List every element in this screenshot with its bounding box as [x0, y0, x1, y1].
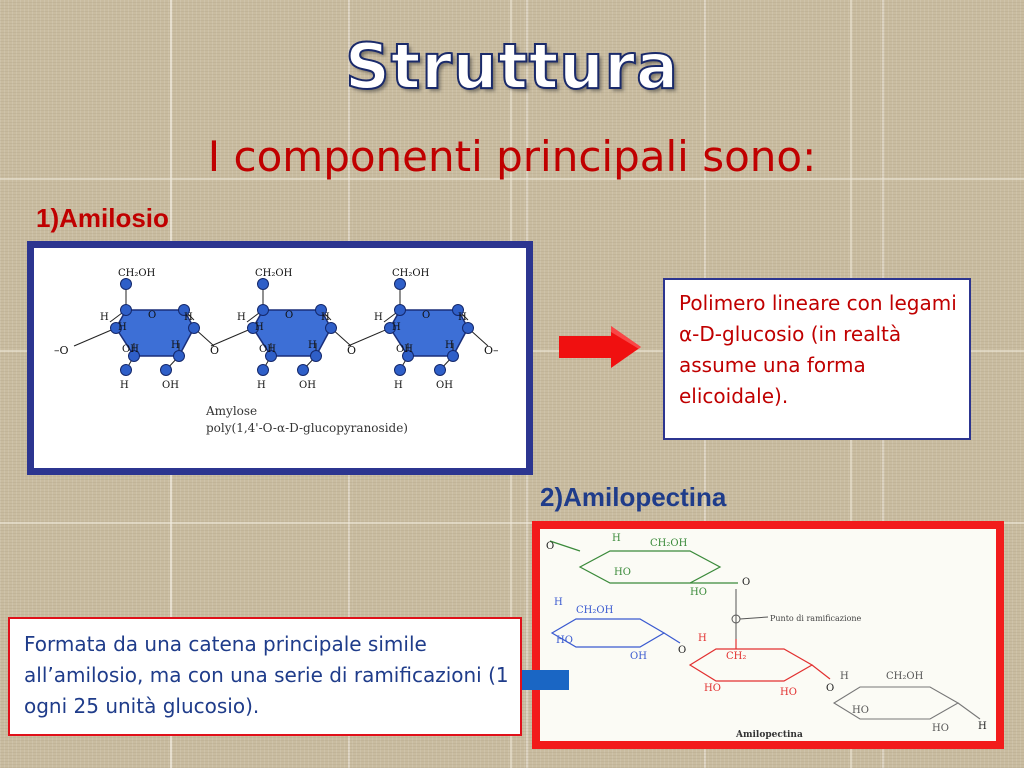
atom-label: O	[742, 577, 751, 588]
atom-label: OH	[122, 344, 139, 355]
atom-label: HO	[932, 723, 949, 734]
atom-node	[435, 365, 446, 376]
amylopectin-diagram	[540, 529, 996, 741]
atom-node	[448, 351, 459, 362]
amilosio-description-box	[663, 278, 971, 440]
atom-node	[298, 365, 309, 376]
atom-label: H	[392, 322, 401, 333]
amylose-caption-line2: poly(1,4'-O-α-D-glucopyranoside)	[206, 421, 408, 435]
atom-node	[311, 351, 322, 362]
atom-node	[258, 365, 269, 376]
atom-node	[121, 279, 132, 290]
amylopectin-structure-figure	[532, 521, 1004, 749]
amylopectin-branch-residue	[690, 639, 830, 681]
glycosidic-oxygen: O	[210, 344, 220, 357]
section-label-amilopectina: 2)Amilopectina	[540, 482, 727, 512]
atom-label: HO	[852, 705, 869, 716]
atom-label: HO	[780, 687, 797, 698]
atom-node	[121, 365, 132, 376]
slide-title: Struttura	[345, 30, 679, 103]
atom-label: HO	[704, 683, 721, 694]
atom-label: H	[978, 721, 987, 732]
atom-label: O	[148, 310, 157, 321]
atom-label: H	[308, 340, 317, 351]
atom-node	[463, 323, 474, 334]
amylose-diagram	[34, 248, 526, 468]
atom-label: H	[100, 312, 109, 323]
glycosidic-oxygen: –O	[54, 344, 69, 357]
atom-label: O	[826, 683, 835, 694]
glucose-unit	[348, 268, 488, 391]
branch-point-label: Punto di ramificazione	[770, 614, 862, 623]
atom-label: HO	[614, 567, 631, 578]
amilosio-description: Polimero lineare con legami α-D-glucosio (in realtà assume una forma elicoidale).	[679, 291, 957, 408]
atom-label: H	[237, 312, 246, 323]
atom-label: CH₂OH	[392, 268, 430, 279]
amilopectina-description: Formata da una catena principale simile all’amilosio, ma con una serie di ramificazioni (1 ogni 25 unità glucosio).	[24, 632, 509, 718]
atom-label: O	[285, 310, 294, 321]
atom-label: H	[257, 380, 266, 391]
glucose-unit	[74, 268, 214, 391]
atom-label: H	[612, 533, 621, 544]
atom-node	[326, 323, 337, 334]
bond	[74, 328, 116, 346]
atom-node	[395, 305, 406, 316]
glycosidic-oxygen: O–	[484, 344, 499, 357]
atom-label: CH₂OH	[650, 538, 688, 549]
atom-label: OH	[299, 380, 316, 391]
atom-label: H	[554, 597, 563, 608]
atom-label: O	[422, 310, 431, 321]
glycosidic-oxygen: O	[347, 344, 357, 357]
atom-label: H	[171, 340, 180, 351]
atom-label: H	[321, 312, 330, 323]
atom-label: H	[840, 671, 849, 682]
atom-label: H	[374, 312, 383, 323]
section-label-amilosio: 1)Amilosio	[36, 203, 169, 233]
atom-label: OH	[396, 344, 413, 355]
atom-label: OH	[630, 651, 647, 662]
atom-label: HO	[556, 635, 573, 646]
atom-label: CH₂OH	[886, 671, 924, 682]
atom-label: OH	[259, 344, 276, 355]
right-arrow-icon	[559, 326, 643, 368]
atom-label: H	[458, 312, 467, 323]
atom-label: H	[184, 312, 193, 323]
atom-node	[258, 305, 269, 316]
atom-label: O	[678, 645, 687, 656]
atom-label: H	[394, 380, 403, 391]
atom-node	[161, 365, 172, 376]
atom-label: H	[120, 380, 129, 391]
atom-label: CH₂	[726, 651, 747, 662]
atom-label: O	[546, 541, 555, 552]
atom-node	[258, 279, 269, 290]
slide-subtitle: I componenti principali sono:	[207, 132, 817, 181]
atom-node	[395, 365, 406, 376]
atom-node	[121, 305, 132, 316]
atom-label: H	[445, 340, 454, 351]
atom-label: OH	[436, 380, 453, 391]
atom-node	[395, 279, 406, 290]
amylose-caption-line1: Amylose	[206, 404, 258, 418]
atom-label: H	[118, 322, 127, 333]
atom-label: CH₂OH	[255, 268, 293, 279]
amylose-structure-figure	[27, 241, 533, 475]
atom-label: OH	[162, 380, 179, 391]
atom-label: CH₂OH	[576, 605, 614, 616]
atom-label: HO	[690, 587, 707, 598]
branch-linkage	[732, 589, 768, 639]
atom-label: H	[698, 633, 707, 644]
atom-label: CH₂OH	[118, 268, 156, 279]
glucose-unit	[211, 268, 351, 391]
atom-label: H	[255, 322, 264, 333]
amilopectina-description-box	[8, 617, 522, 736]
atom-node	[174, 351, 185, 362]
amylopectin-main-chain	[550, 541, 738, 583]
amylopectin-caption: Amilopectina	[736, 730, 803, 740]
atom-node	[189, 323, 200, 334]
